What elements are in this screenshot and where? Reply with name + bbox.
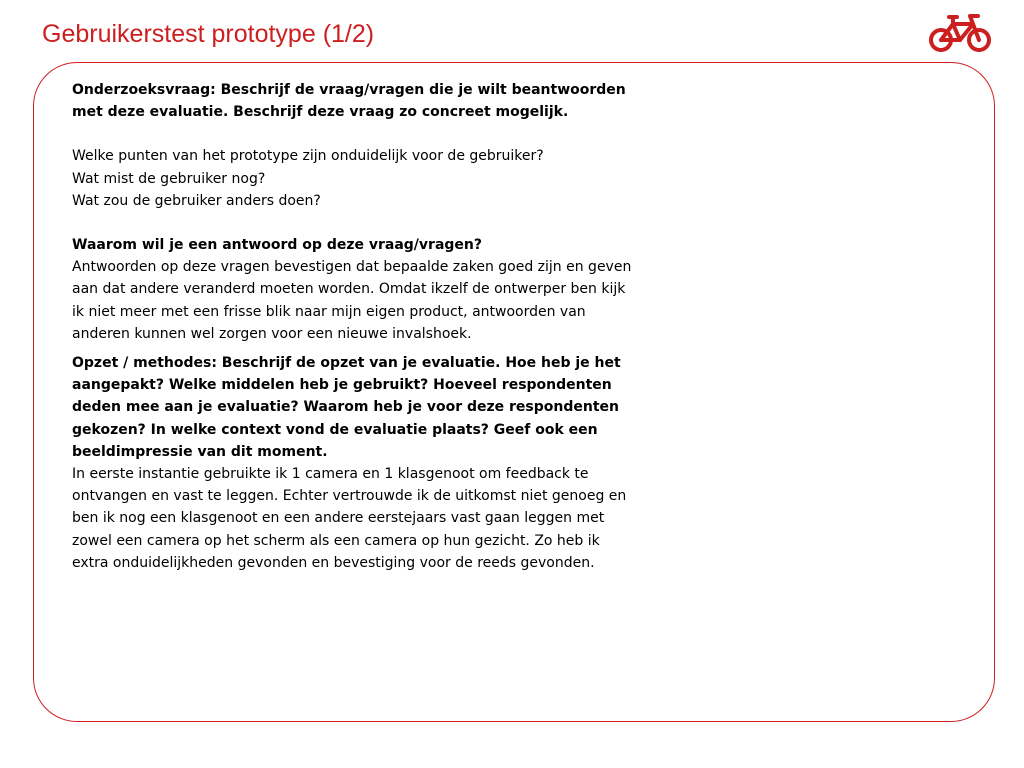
question-line: Wat zou de gebruiker anders doen? — [72, 192, 321, 209]
question-line: Welke punten van het prototype zijn onduidelijk voor de gebruiker? — [72, 148, 544, 165]
research-question-heading: Onderzoeksvraag: Beschrijf de vraag/vragen die je wilt beantwoorden met deze evaluatie. Beschrijf deze vraag zo concreet mogelijk. — [72, 82, 626, 121]
why-heading: Waarom wil je een antwoord op deze vraag/vragen? — [72, 237, 482, 254]
bicycle-icon — [926, 12, 994, 54]
method-body: In eerste instantie gebruikte ik 1 camera en 1 klasgenoot om feedback te ontvangen en vast te leggen. Echter vertrouwde ik de uitkomst niet genoeg en ben ik nog een klasgenoot en een andere eerstejaars vast gaan leggen met zowel een camera op het scherm als een camera op hun gezicht. Zo heb ik extra onduidelijkheden gevonden en bevestiging voor de reeds gevonden. — [72, 466, 627, 571]
slide-title: Gebruikerstest prototype (1/2) — [42, 20, 375, 48]
content-text — [72, 79, 632, 574]
why-body: Antwoorden op deze vragen bevestigen dat bepaalde zaken goed zijn en geven aan dat andere veranderd moeten worden. Omdat ikzelf de ontwerper ben kijk ik niet meer met een frisse blik naar mijn eigen product, antwoorden van anderen kunnen wel zorgen voor een nieuwe invalshoek. — [72, 259, 632, 342]
question-line: Wat mist de gebruiker nog? — [72, 170, 266, 187]
method-heading: Opzet / methodes: Beschrijf de opzet van je evaluatie. Hoe heb je het aangepakt? Welke middelen heb je gebruikt? Hoeveel respondenten deden mee aan je evaluatie? Waarom heb je voor deze respondenten gekozen? In welke context vond de evaluatie plaats? Geef ook een beeldimpressie van dit moment. — [72, 355, 621, 460]
